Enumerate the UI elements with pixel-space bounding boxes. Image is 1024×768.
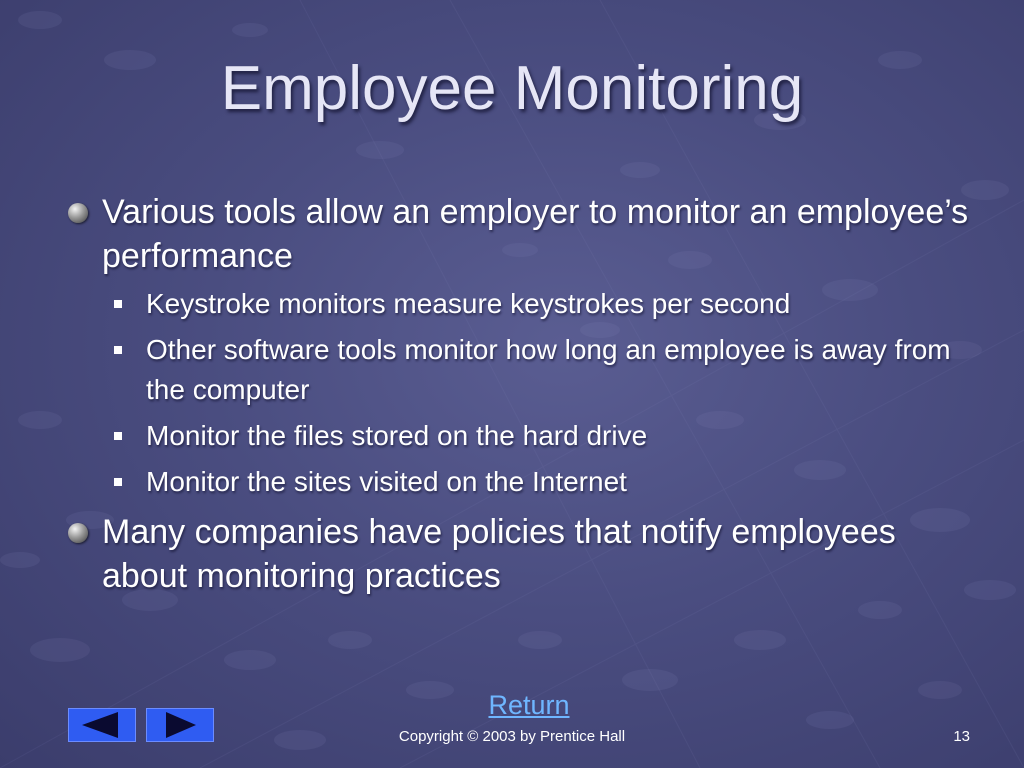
square-bullet-icon — [114, 300, 122, 308]
slide-title: Employee Monitoring — [220, 54, 804, 123]
bullet-item — [66, 510, 986, 598]
sub-bullet-text: Other software tools monitor how long an employee is away from the computer — [146, 334, 951, 405]
copyright-text: Copyright © 2003 by Prentice Hall — [398, 728, 626, 745]
sub-bullet-item — [66, 416, 986, 456]
sphere-bullet-icon — [68, 203, 88, 223]
sub-bullet-text: Monitor the sites visited on the Internet — [146, 466, 627, 497]
square-bullet-icon — [114, 432, 122, 440]
square-bullet-icon — [114, 478, 122, 486]
sub-bullet-item — [66, 330, 986, 410]
bullet-text: Many companies have policies that notify employees about monitoring practices — [102, 513, 896, 595]
sub-bullet-text: Keystroke monitors measure keystrokes per second — [146, 288, 791, 319]
return-link[interactable]: Return — [488, 690, 570, 720]
bullet-item — [66, 190, 986, 278]
page-number: 13 — [953, 728, 970, 745]
bullet-list — [66, 190, 986, 598]
square-bullet-icon — [114, 346, 122, 354]
bullet-text: Various tools allow an employer to monitor an employee’s performance — [102, 193, 969, 275]
sub-bullet-item — [66, 462, 986, 502]
sub-bullet-item — [66, 284, 986, 324]
sphere-bullet-icon — [68, 523, 88, 543]
sub-bullet-text: Monitor the files stored on the hard drive — [146, 420, 648, 451]
